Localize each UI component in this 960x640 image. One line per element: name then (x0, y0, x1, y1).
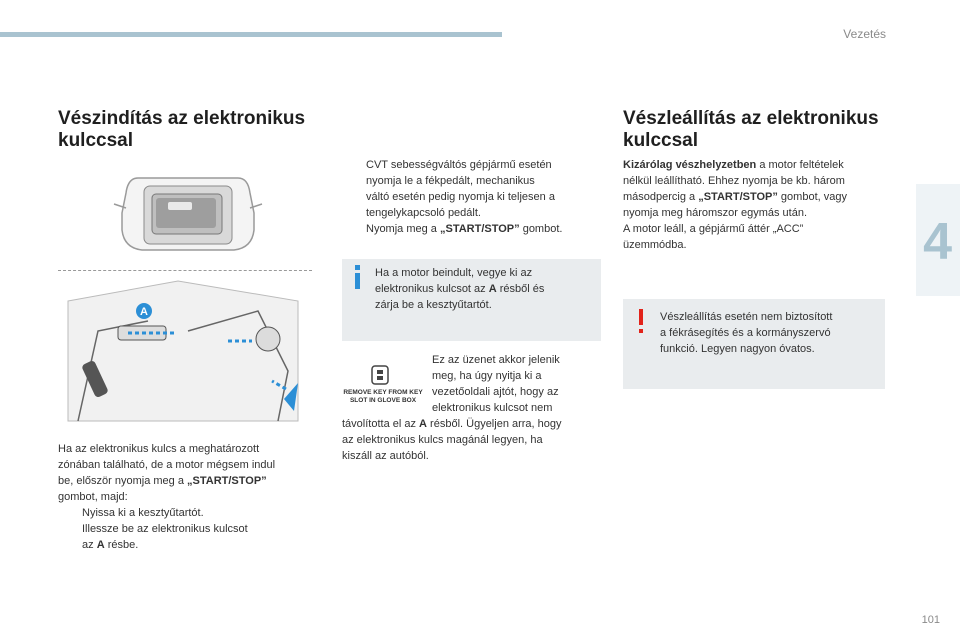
msg-icon-line2: SLOT IN GLOVE BOX (349, 397, 417, 404)
emergency-start-instructions: Ha az elektronikus kulcs a meghatározott zónában található, de a motor mégsem indul be, először nyomja meg a „START/STOP” gombot, majd: Nyissa ki a kesztyűtartót. Illessze be az elektronikus kulcsot az A résbe. (58, 441, 318, 553)
callout-a-label: A (140, 306, 148, 318)
glovebox-key-slot-image (58, 270, 312, 437)
info-icon (352, 265, 362, 289)
chapter-number: 4 (923, 213, 952, 271)
section-title-emergency-stop: Vészleállítás az elektronikus kulccsal (623, 108, 879, 151)
message-explanation-bottom: távolította el az A résből. Ügyeljen arra, hogy az elektronikus kulcs magánál legyen, ha kiszáll az autóból. (342, 418, 562, 462)
warning-note-box (623, 299, 885, 389)
page-number: 101 (921, 614, 940, 626)
msg-icon-line1: REMOVE KEY FROM KEY (343, 389, 423, 396)
header-accent-bar (0, 32, 502, 37)
start-steps (342, 157, 602, 237)
step-press-pedal: CVT sebességváltós gépjármű esetén nyomja le a fékpedált, mechanikus váltó esetén pedig nyomja ki teljesen a tengelykapcsoló pedált. (366, 159, 555, 219)
warning-note-text: Vészleállítás esetén nem biztosított a fékrásegítés és a kormányszervó funkció. Legyen nagyon óvatos. (660, 311, 833, 355)
section-title-emergency-start: Vészindítás az elektronikus kulccsal (58, 108, 306, 151)
remove-key-message-icon (342, 362, 424, 406)
message-explanation-top: Ez az üzenet akkor jelenik meg, ha úgy nyitja ki a vezetőoldali ajtót, hogy az elektronikus kulcsot nem (432, 354, 560, 414)
emergency-stop-text: Kizárólag vészhelyzetben a motor feltételek nélkül leállítható. Ehhez nyomja be kb. három másodpercig a „START/STOP” gombot, vagy nyomja meg háromszor egymás után. A motor leáll, a gépjármű áttér „ACC” üzemmódba. (623, 159, 847, 251)
step-insert-key: Illessze be az elektronikus kulcsot az A résbe. (82, 523, 248, 551)
step-press-start-stop: Nyomja meg a „START/STOP” gombot. (366, 223, 563, 235)
warning-icon (635, 309, 645, 337)
info-note-text: Ha a motor beindult, vegye ki az elektronikus kulcsot az A résből és zárja be a kesztyűtartót. (375, 267, 545, 311)
info-note-box (342, 259, 601, 341)
car-top-view-image (108, 168, 268, 258)
step-open-glovebox: Nyissa ki a kesztyűtartót. (82, 507, 204, 519)
chapter-title: Vezetés (843, 27, 886, 41)
